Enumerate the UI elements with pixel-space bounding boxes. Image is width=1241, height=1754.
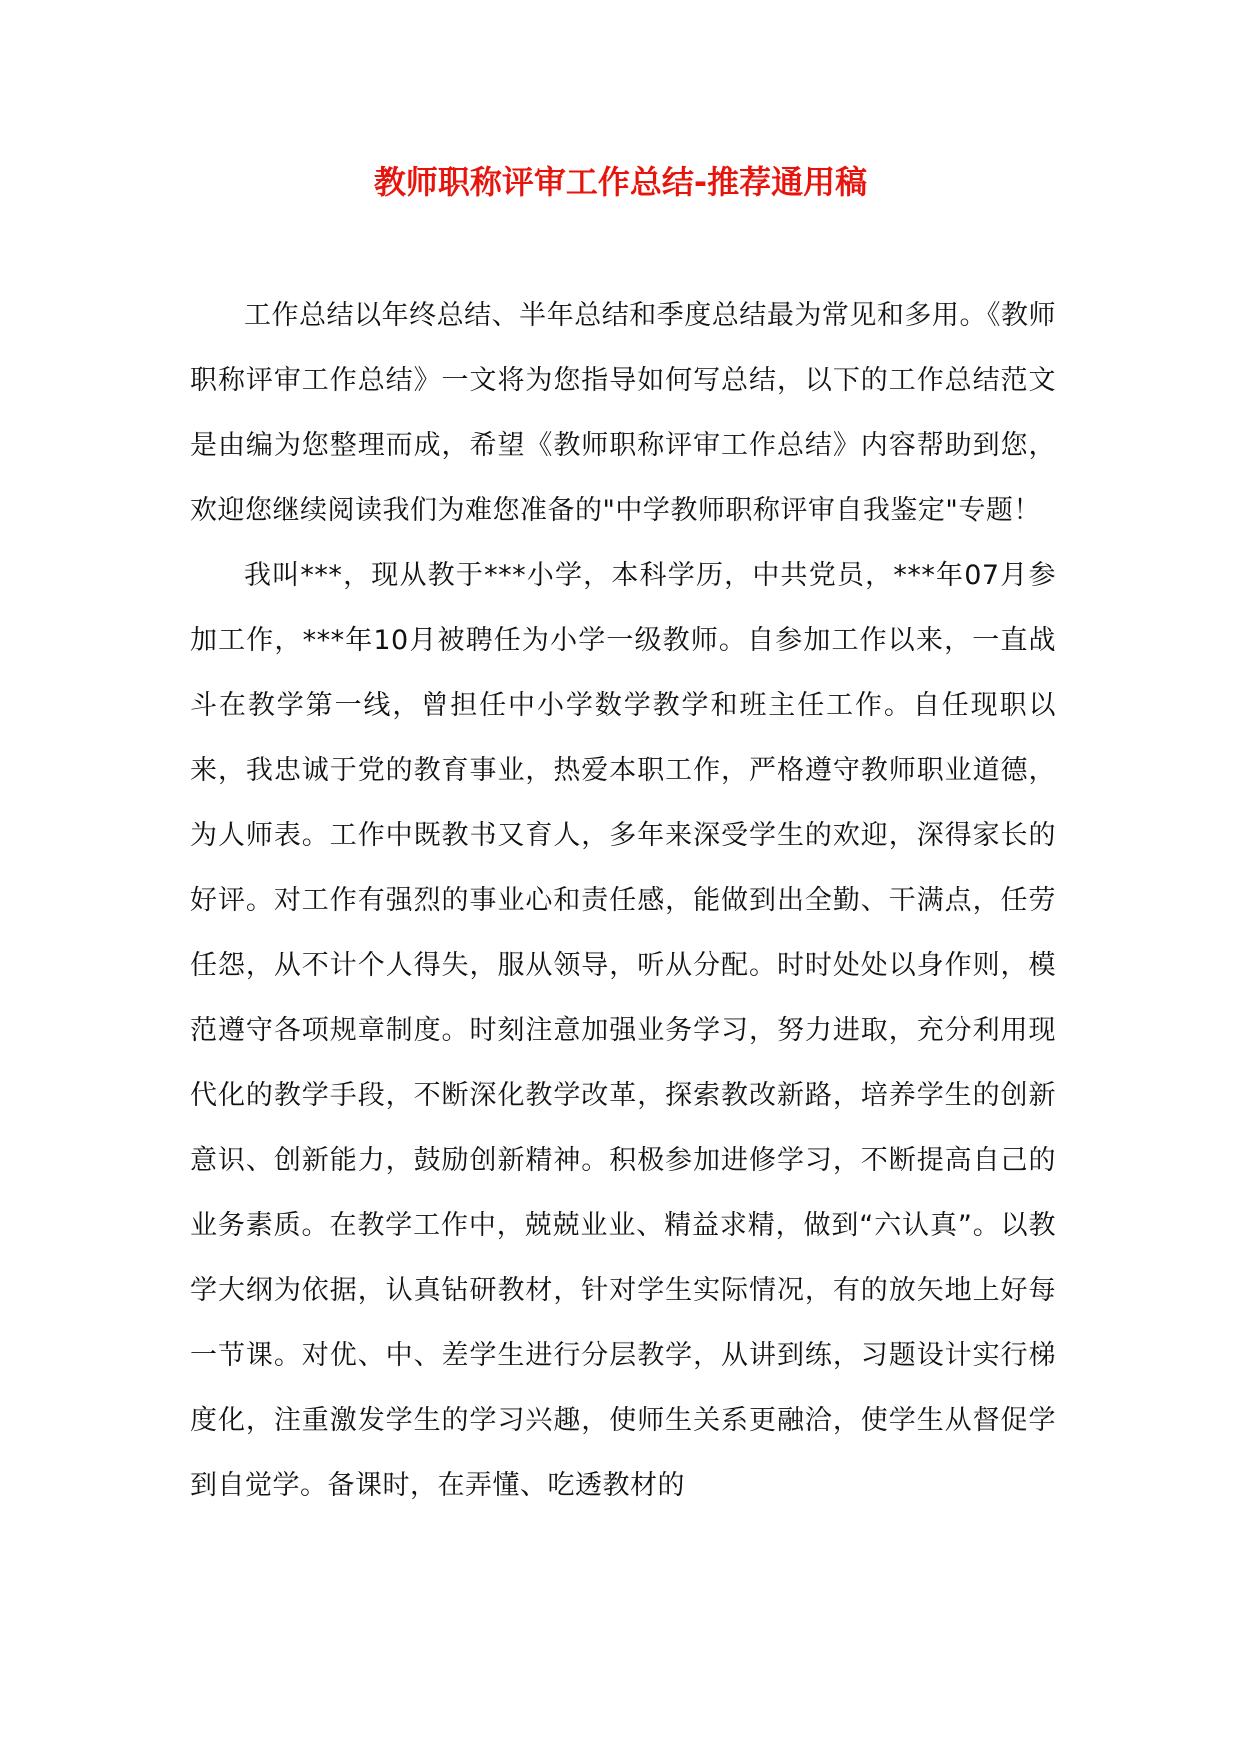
paragraph-self-introduction: 我叫***，现从教于***小学，本科学历，中共党员，***年07月参加工作，***年10月被聘任为小学一级教师。自参加工作以来，一直战斗在教学第一线，曾担任中小学数学教学和班主任工作。自任现职以来，我忠诚于党的教育事业，热爱本职工作，严格遵守教师职业道德，为人师表。工作中既教书又育人，多年来深受学生的欢迎，深得家长的好评。对工作有强烈的事业心和责任感，能做到出全勤、干满点，任劳任怨，从不计个人得失，服从领导，听从分配。时时处处以身作则，模范遵守各项规章制度。时刻注意加强业务学习，努力进取，充分利用现代化的教学手段，不断深化教学改革，探索教改新路，培养学生的创新意识、创新能力，鼓励创新精神。积极参加进修学习，不断提高自己的业务素质。在教学工作中，兢兢业业、精益求精，做到“六认真”。以教学大纲为依据，认真钻研教材，针对学生实际情况，有的放矢地上好每一节课。对优、中、差学生进行分层教学，从讲到练，习题设计实行梯度化，注重激发学生的学习兴趣，使师生关系更融洽，使学生从督促学到自觉学。备课时，在弄懂、吃透教材的 (190, 560, 1056, 1501)
document-title: 教师职称评审工作总结-推荐通用稿 (373, 163, 868, 201)
paragraph-intro: 工作总结以年终总结、半年总结和季度总结最为常见和多用。《教师职称评审工作总结》一文将为您指导如何写总结，以下的工作总结范文是由编为您整理而成，希望《教师职称评审工作总结》内容帮助到您，欢迎您继续阅读我们为难您准备的"中学教师职称评审自我鉴定"专题！ (190, 300, 1056, 526)
document-body (190, 283, 1056, 1518)
